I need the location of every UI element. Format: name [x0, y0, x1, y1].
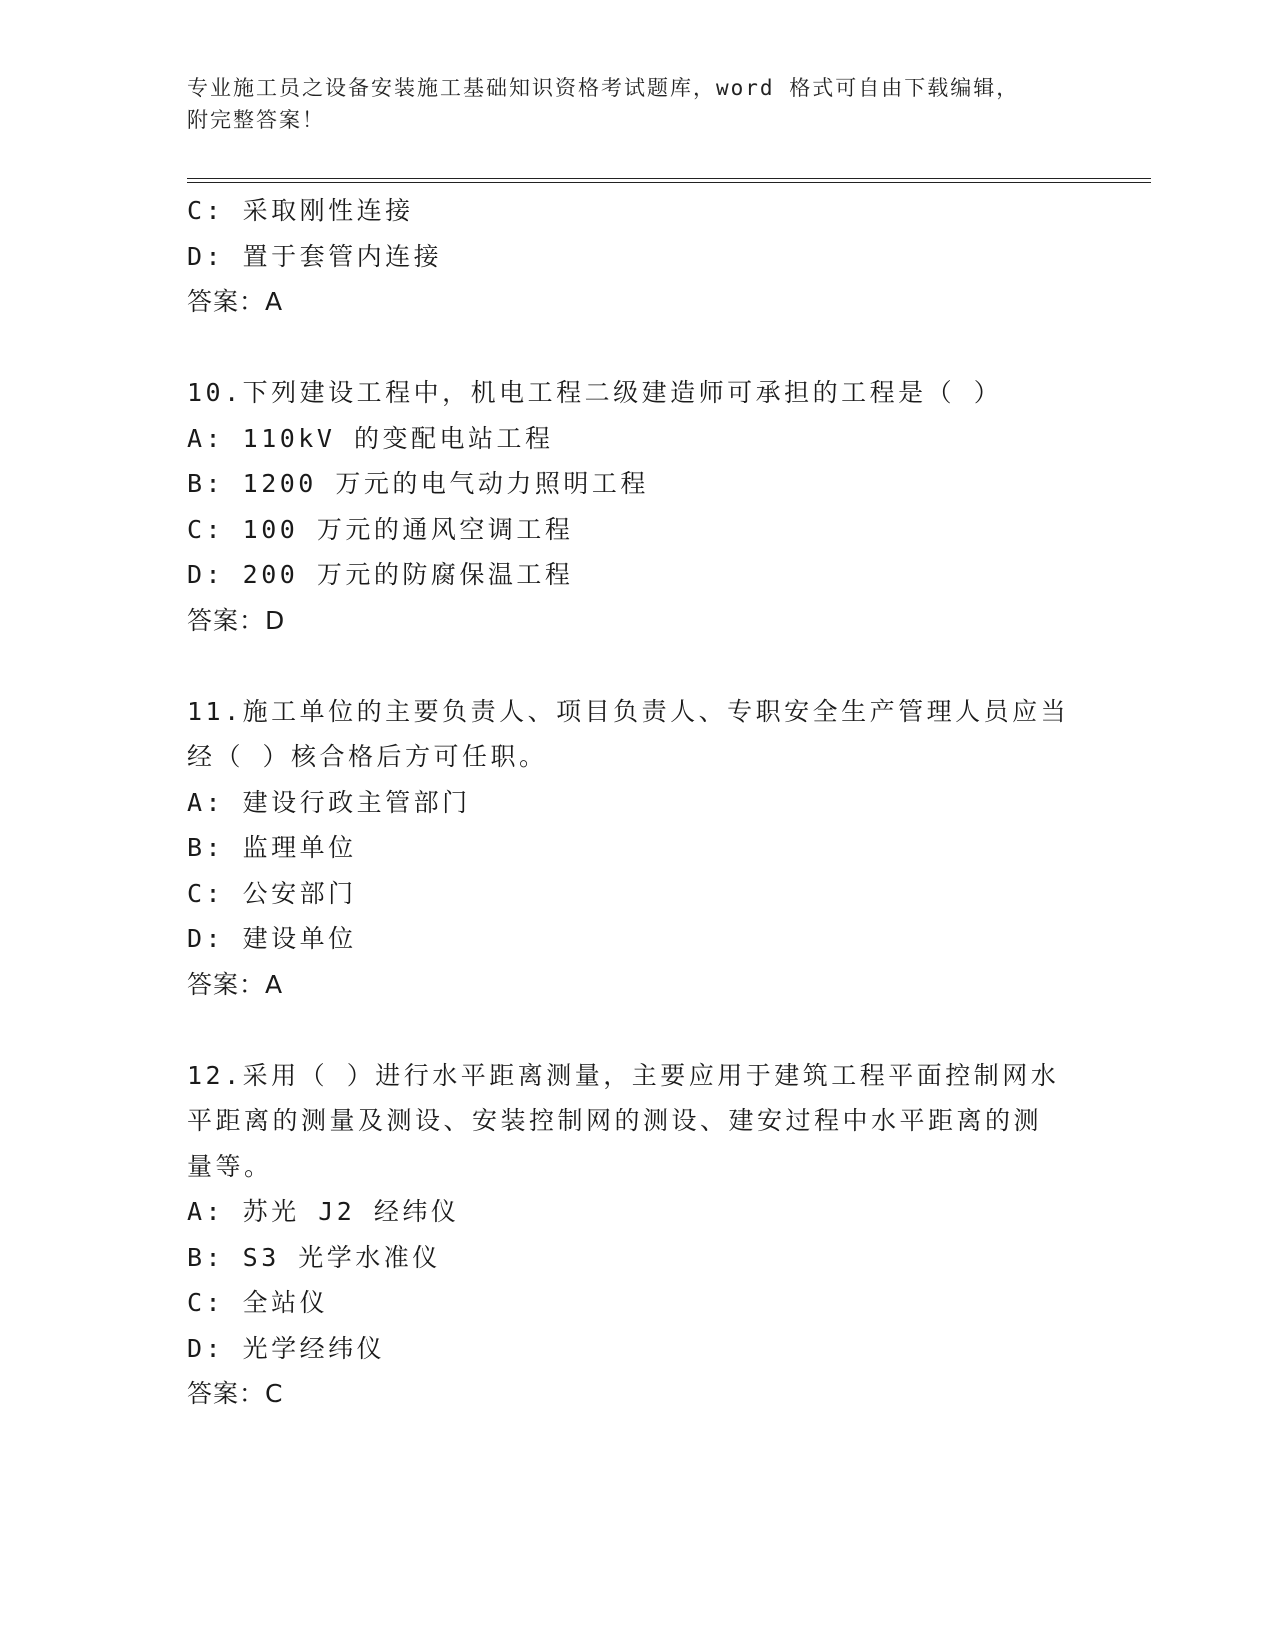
header-line-2: 附完整答案！ — [187, 108, 325, 132]
question-text-line-1: 11.施工单位的主要负责人、项目负责人、专职安全生产管理人员应当 — [187, 696, 1070, 726]
option-d: D: 光学经纬仪 — [187, 1333, 386, 1363]
question-text-line-1: 12.采用（ ）进行水平距离测量，主要应用于建筑工程平面控制网水 — [187, 1060, 1060, 1090]
header-divider — [187, 178, 1151, 183]
option-b: B: 1200 万元的电气动力照明工程 — [187, 469, 649, 498]
option-c: C: 采取刚性连接 — [187, 196, 414, 225]
spacer — [187, 1007, 1087, 1053]
option-b: B: 监理单位 — [187, 833, 357, 862]
answer-line: 答案：A — [187, 969, 284, 999]
option-d: D: 置于套管内连接 — [187, 241, 443, 271]
question-10 — [187, 370, 1087, 643]
option-d: D: 建设单位 — [187, 924, 357, 953]
spacer — [187, 325, 1087, 371]
question-text-line-2: 平距离的测量及测设、安装控制网的测设、建安过程中水平距离的测 — [187, 1106, 1043, 1135]
question-text-line-2: 经（ ）核合格后方可任职。 — [187, 742, 548, 771]
option-a: A: 110kV 的变配电站工程 — [187, 423, 554, 453]
option-b: B: S3 光学水准仪 — [187, 1242, 441, 1272]
question-11 — [187, 689, 1087, 1008]
question-text: 10.下列建设工程中，机电工程二级建造师可承担的工程是（ ） — [187, 378, 1003, 407]
option-a: A: 苏光 J2 经纬仪 — [187, 1197, 460, 1226]
answer-line: 答案：D — [187, 605, 286, 635]
question-text-line-3: 量等。 — [187, 1151, 273, 1181]
answer-line: 答案：C — [187, 1379, 284, 1408]
question-fragment — [187, 188, 1087, 325]
answer-line: 答案：A — [187, 287, 284, 316]
option-c: C: 全站仪 — [187, 1288, 329, 1317]
document-body — [187, 188, 1087, 1417]
document-header — [187, 72, 1067, 136]
option-c: C: 100 万元的通风空调工程 — [187, 514, 574, 544]
header-line-1: 专业施工员之设备安装施工基础知识资格考试题库，word 格式可自由下载编辑， — [187, 76, 1020, 100]
question-12 — [187, 1053, 1087, 1417]
option-c: C: 公安部门 — [187, 878, 357, 908]
option-d: D: 200 万元的防腐保温工程 — [187, 560, 574, 589]
spacer — [187, 643, 1087, 689]
option-a: A: 建设行政主管部门 — [187, 787, 471, 817]
